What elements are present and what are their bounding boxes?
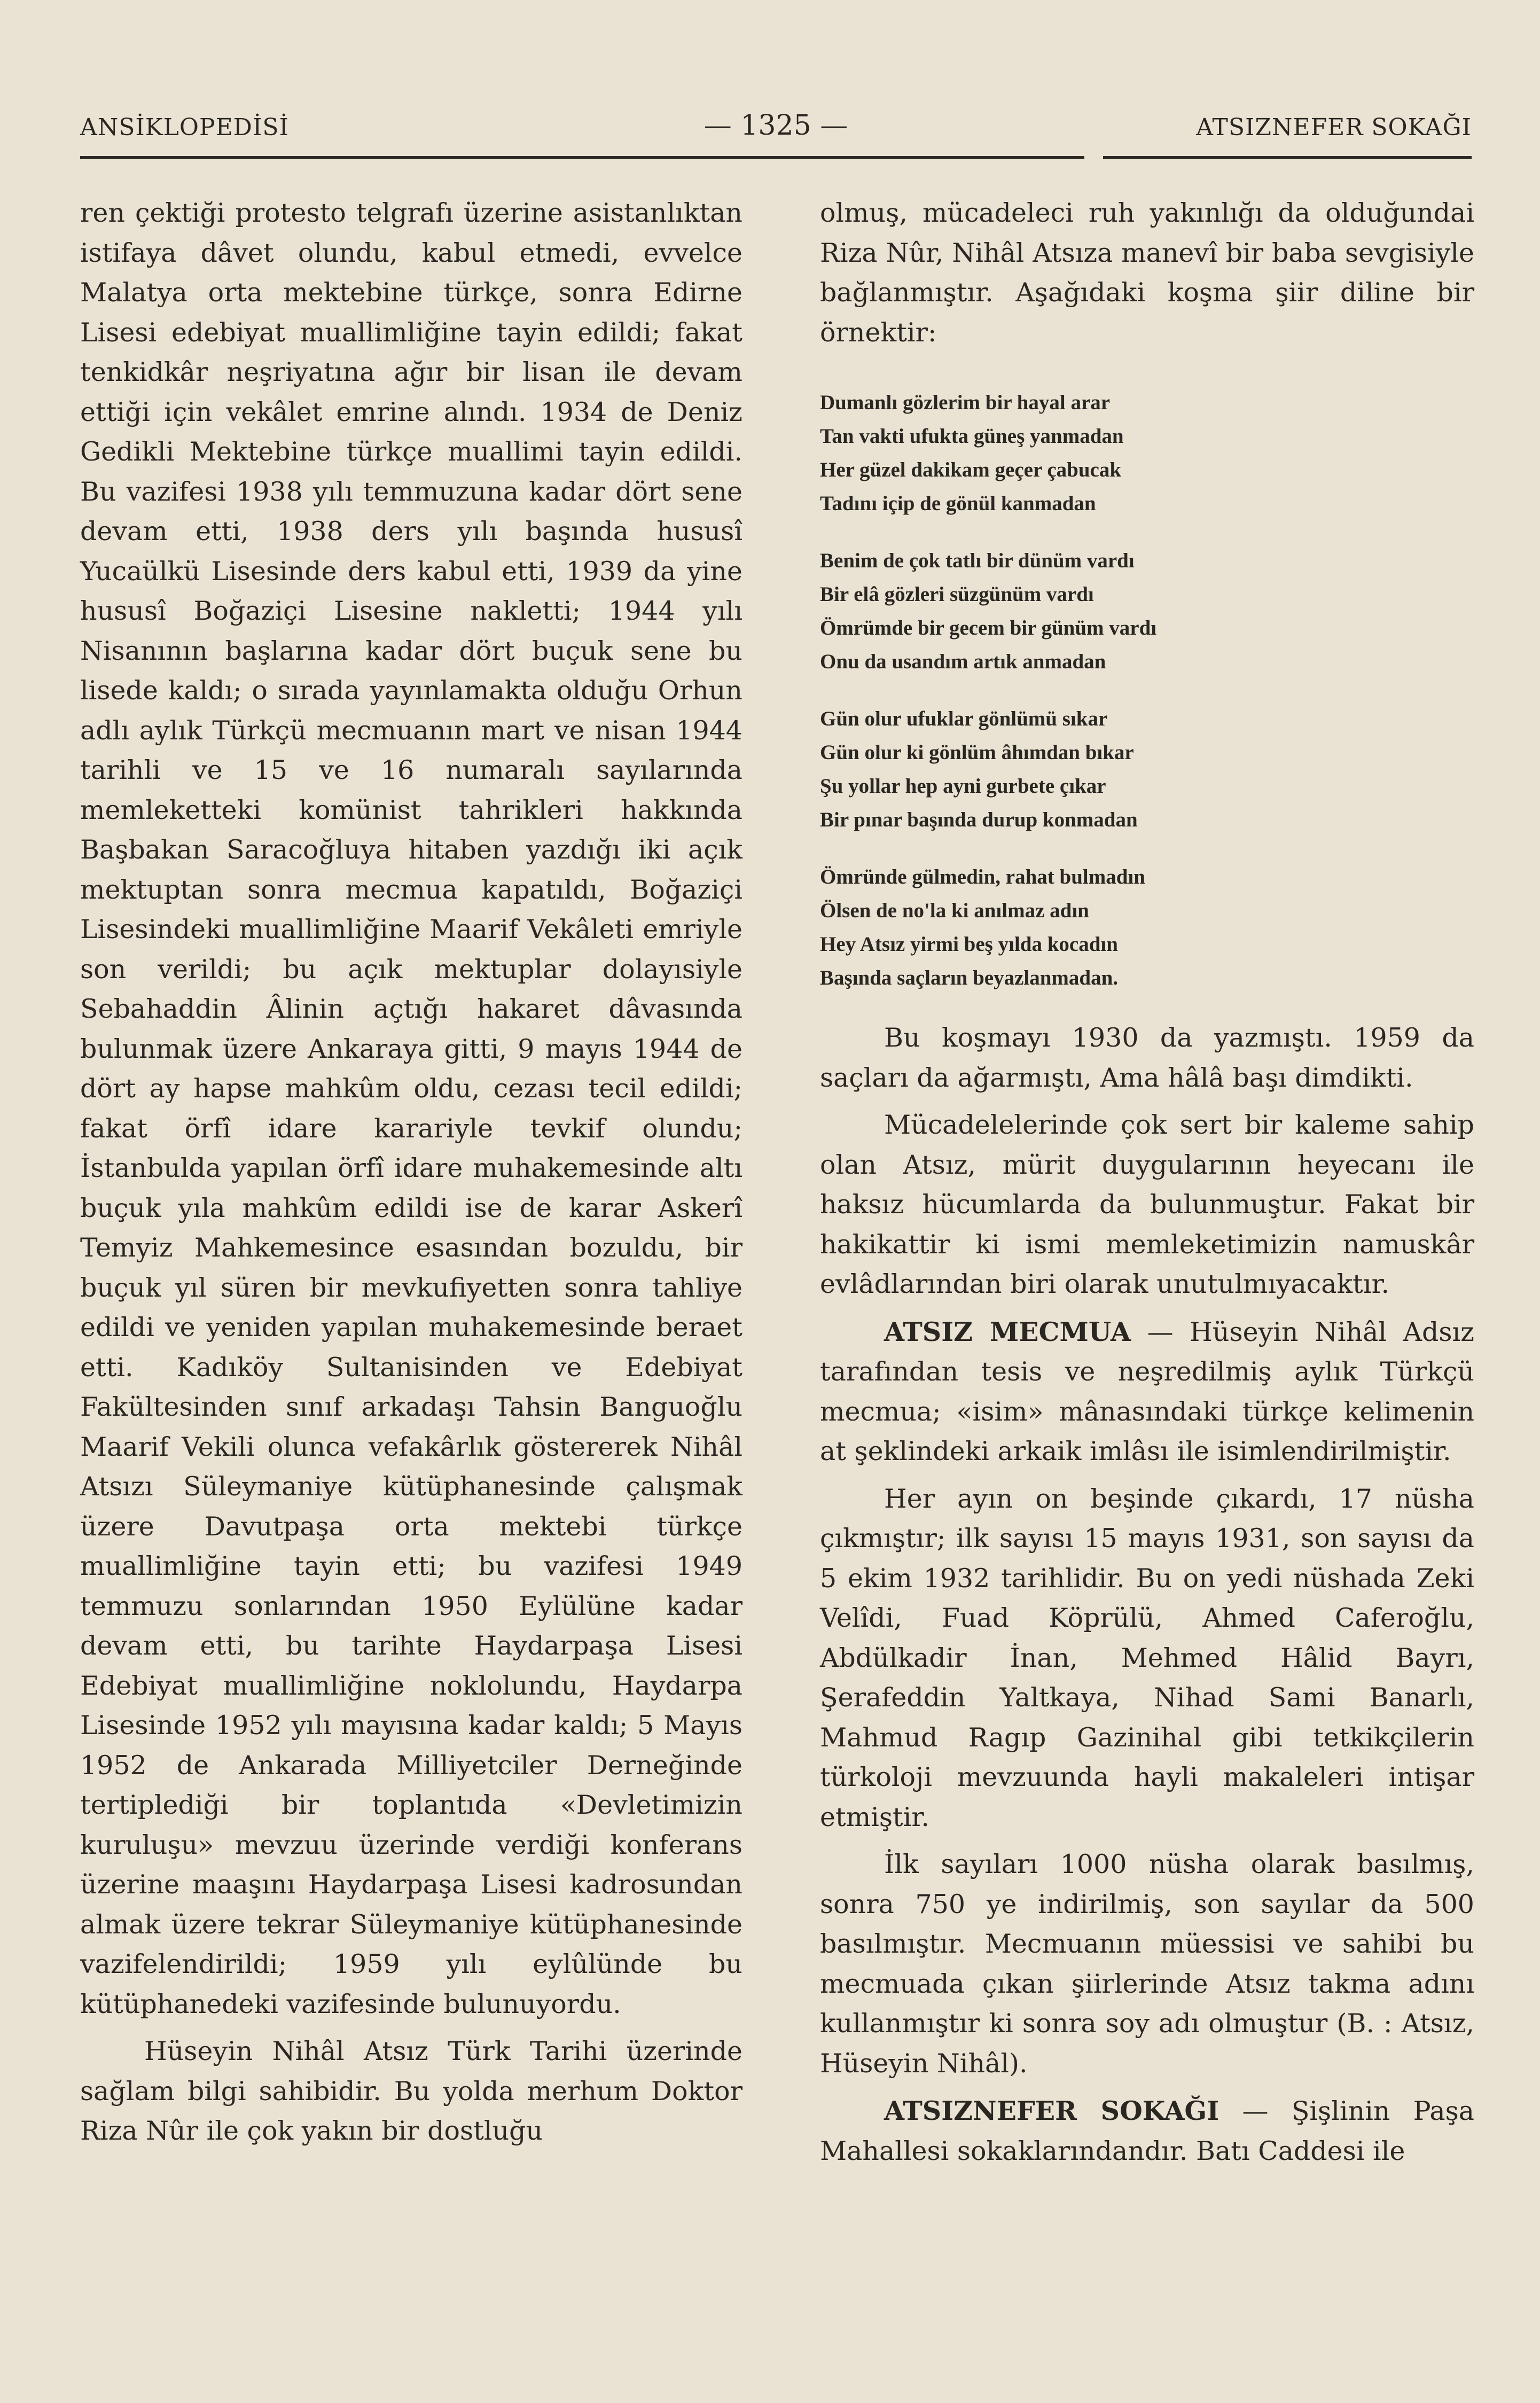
poem-line: Gün olur ufuklar gönlümü sıkar [820,707,1108,730]
poem-line: Tan vakti ufukta güneş yanmadan [820,425,1124,448]
right-column [820,193,1474,2171]
poem-line: Başında saçların beyazlanmadan. [820,966,1119,989]
poem-line: Onu da usandım artık anmadan [820,650,1106,673]
poem-line: Tadını içip de gönül kanmadan [820,492,1096,515]
poem-stanza-3 [820,702,1474,837]
poem-stanza-1 [820,386,1474,520]
intro-paragraph: olmuş, mücadeleci ruh yakınlığı da olduğundai Riza Nûr, Nihâl Atsıza manevî bir baba sevgisiyle bağlanmıştır. Aşağıdaki koşma şiir diline bir örnektir: [820,198,1474,348]
poem-line: Dumanlı gözlerim bir hayal arar [820,391,1111,414]
poem-line: Gün olur ki gönlüm âhımdan bıkar [820,741,1134,764]
header-rule-left [80,156,1084,159]
entry-text: — Hüseyin Nihâl Adsız tarafından tesis ve neşredilmiş aylık Türkçü mecmua; «isim» mânasındaki türkçe kelimenin at şeklindeki arkaik imlâsı ile isimlendirilmiştir. [820,1316,1474,1466]
page-header [80,110,1472,147]
entry-title: ATSIZNEFER SOKAĞI [884,2095,1220,2126]
header-right-title: ATSIZNEFER SOKAĞI [1196,114,1472,141]
entry-atsiznefer-sokagi [820,2091,1474,2171]
poem-line: Ömründe gülmedin, rahat bulmadın [820,865,1145,888]
biography-paragraph: ren çektiği protesto telgrafı üzerine asistanlıktan istifaya dâvet olundu, kabul etmedi, evvelce Malatya orta mektebine türkçe, sonra Edirne Lisesi edebiyat muallimliğine tayin edildi; fakat tenkidkâr neşriyatına ağır bir lisan ile devam ettiği için vekâlet emrine alındı. 1934 de Deniz Gedikli Mektebine türkçe muallimi tayin edildi. Bu vazifesi 1938 yılı temmuzuna kadar dört sene devam etti, 1938 ders yılı başında hususî Yucaülkü Lisesinde ders kabul etti, 1939 da yine hususî Boğaziçi Lisesine nakletti; 1944 yılı Nisanının başlarına kadar dört buçuk sene bu lisede kaldı; o sırada yayınlamakta olduğu Orhun adlı aylık Türkçü mecmuanın mart ve nisan 1944 tarihli ve 15 ve 16 numaralı sayılarında memleketteki komünist tahrikleri hakkında Başbakan Saracoğluya hitaben yazdığı iki açık mektuptan sonra mecmua kapatıldı, Boğaziçi Lisesindeki muallimliğine Maarif Vekâleti emriyle son verildi; bu açık mektuplar dolayısiyle Sebahaddin Âlinin açtığı hakaret dâvasında bulunmak üzere Ankaraya gitti, 9 mayıs 1944 de dört ay hapse mahkûm oldu, cezası tecil edildi; fakat örfî idare karariyle tevkif olundu; İstanbulda yapılan örfî idare muhakemesinde altı buçuk yıla mahkûm edildi ise de karar Askerî Temyiz Mahkemesince esasından bozuldu, bir buçuk yıl süren bir mevkufiyetten sonra tahliye edildi ve yeniden yapılan muhakemesinde beraet etti. Kadıköy Sultanisinden ve Edebiyat Fakültesinden sınıf arkadaşı Tahsin Banguoğlu Maarif Vekili olunca vefakârlık göstererek Nihâl Atsızı Süleymaniye kütüphanesinde çalışmak üzere Davutpaşa orta mektebi türkçe muallimliğine tayin etti; bu vazifesi 1949 temmuzu sonlarından 1950 Eylülüne kadar devam etti, bu tarihte Haydarpaşa Lisesi Edebiyat muallimliğine noklolundu, Haydarpa Lisesinde 1952 yılı mayısına kadar kaldı; 5 Mayıs 1952 de Ankarada Milliyetciler Derneğinde tertiplediği bir toplantıda «Devletimizin kuruluşu» mevzuu üzerinde verdiği konferans üzerine maaşını Haydarpaşa Lisesi kadrosundan almak üzere tekrar Süleymaniye kütüphanesinde vazifelendirildi; 1959 yılı eylûlünde bu kütüphanedeki vazifesinde bulunuyordu. [80,198,742,2019]
poem-line: Şu yollar hep ayni gurbete çıkar [820,775,1106,798]
publication-paragraph: Her ayın on beşinde çıkardı, 17 nüsha çıkmıştır; ilk sayısı 15 mayıs 1931, son sayısı da 5 ekim 1932 tarihlidir. Bu on yedi nüshada Zeki Velîdi, Fuad Köprülü, Ahmed Caferoğlu, Abdülkadir İnan, Mehmed Hâlid Bayrı, Şerafeddin Yaltkaya, Nihad Sami Banarlı, Mahmud Ragıp Gazinihal gibi tetkikçilerin türkoloji mevzuunda hayli makaleleri intişar etmiştir. [820,1483,1474,1832]
circulation-paragraph: İlk sayıları 1000 nüsha olarak basılmış, sonra 750 ye indirilmiş, son sayılar da 500 basılmıştır. Mecmuanın müessisi ve sahibi bu mecmuada çıkan şiirlerinde Atsız takma adını kullanmıştır ki sonra soy adı olmuştur (B. : Atsız, Hüseyin Nihâl). [820,1849,1474,2079]
page-number: — 1325 — [703,110,848,142]
poem [820,386,1474,995]
poem-stanza-4 [820,860,1474,995]
left-column [80,193,742,2151]
header-left-title: ANSİKLOPEDİSİ [80,114,289,141]
entry-text: — Şişlinin Paşa Mahallesi sokaklarındandır. Batı Caddesi ile [820,2096,1475,2166]
character-paragraph: Mücadelelerinde çok sert bir kaleme sahip olan Atsız, mürit duygularının heyecanı ile haksız hücumlarda da bulunmuştur. Fakat bir hakikattir ki ismi memleketimizin namuskâr evlâdlarından biri olarak unutulmıyacaktır. [820,1110,1474,1299]
poem-line: Ölsen de no'la ki anılmaz adın [820,899,1089,922]
poem-note-paragraph: Bu koşmayı 1930 da yazmıştı. 1959 da saçları da ağarmıştı, Ama hâlâ başı dimdikti. [820,1023,1474,1093]
poem-line: Hey Atsız yirmi beş yılda kocadın [820,933,1118,956]
poem-stanza-2 [820,544,1474,678]
entry-atsiz-mecmua [820,1312,1474,1472]
poem-line: Bir elâ gözleri süzgünüm vardı [820,583,1094,606]
entry-title: ATSIZ MECMUA [884,1316,1131,1347]
poem-line: Bir pınar başında durup konmadan [820,808,1138,831]
header-rule-right [1103,156,1472,159]
biography-paragraph-2: Hüseyin Nihâl Atsız Türk Tarihi üzerinde sağlam bilgi sahibidir. Bu yolda merhum Doktor Riza Nûr ile çok yakın bir dostluğu [80,2036,742,2146]
poem-line: Her güzel dakikam geçer çabucak [820,458,1122,481]
poem-line: Ömrümde bir gecem bir günüm vardı [820,617,1157,639]
poem-line: Benim de çok tatlı bir dünüm vardı [820,549,1135,572]
